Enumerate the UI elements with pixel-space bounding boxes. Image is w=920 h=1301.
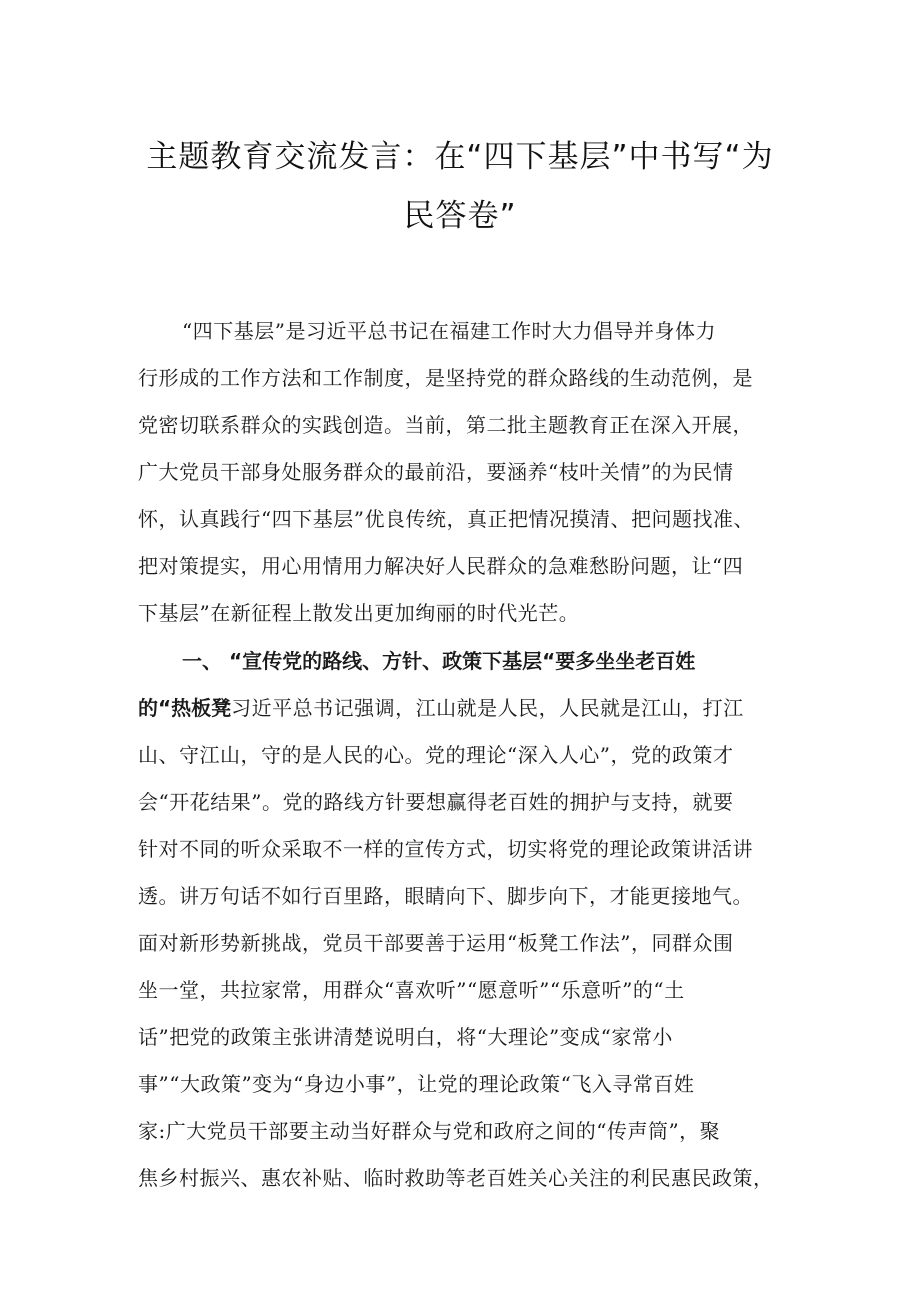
paragraph-2-line: 事”“大政策”变为“身边小事”，让党的理论政策“飞入寻常百姓 (138, 1072, 695, 1096)
document-title-line-2: 民答卷” (403, 198, 517, 234)
paragraph-1-line: 行形成的工作方法和工作制度，是坚持党的群众路线的生动范例，是 (138, 366, 753, 390)
paragraph-2-line: 会“开花结果”。党的路线方针要想赢得老百姓的拥护与支持，就要 (138, 790, 734, 814)
paragraph-2-line: 焦乡村振兴、惠农补贴、临时救助等老百姓关心关注的利民惠民政策， (138, 1166, 774, 1190)
paragraph-1-line: 下基层”在新征程上散发出更加绚丽的时代光芒。 (138, 601, 580, 625)
document-title-line-1: 主题教育交流发言：在“四下基层”中书写“为 (146, 139, 774, 175)
paragraph-2-line: 面对新形势新挑战，党员干部要善于运用“板凳工作法”，同群众围 (138, 931, 734, 955)
paragraph-2-line: 坐一堂，共拉家常，用群众“喜欢听”“愿意听”“乐意听”的“土 (138, 978, 685, 1002)
paragraph-1-line: “四下基层”是习近平总书记在福建工作时大力倡导并身体力 (182, 319, 716, 343)
paragraph-2-line: 家:广大党员干部要主动当好群众与党和政府之间的“传声筒”，聚 (138, 1119, 721, 1143)
paragraph-2-line: 针对不同的听众采取不一样的宣传方式，切实将党的理论政策讲活讲 (138, 837, 753, 861)
paragraph-1-line: 党密切联系群众的实践创造。当前，第二批主题教育正在深入开展， (138, 413, 753, 437)
section-1-heading-continuation (138, 693, 744, 723)
section-1-heading: 一、 “宣传党的路线、方针、政策下基层“要多坐坐老百姓 (182, 649, 696, 673)
paragraph-2-line: 透。讲万句话不如行百里路，眼睛向下、脚步向下，才能更接地气。 (138, 884, 753, 908)
paragraph-2-first-line: 习近平总书记强调，江山就是人民，人民就是江山，打江 (231, 696, 744, 720)
paragraph-2-line: 话”把党的政策主张讲清楚说明白，将“大理论”变成“家常小 (138, 1025, 673, 1049)
paragraph-1-line: 广大党员干部身处服务群众的最前沿，要涵养“枝叶关情”的为民情 (138, 460, 734, 484)
paragraph-1-line: 把对策提实，用心用情用力解决好人民群众的急难愁盼问题，让“四 (138, 554, 744, 578)
paragraph-1-line: 怀，认真践行“四下基层”优良传统，真正把情况摸清、把问题找准、 (138, 507, 754, 531)
paragraph-2-line: 山、守江山，守的是人民的心。党的理论“深入人心”，党的政策才 (138, 743, 734, 767)
section-1-heading-bold-tail: 的“热板凳 (138, 696, 232, 720)
